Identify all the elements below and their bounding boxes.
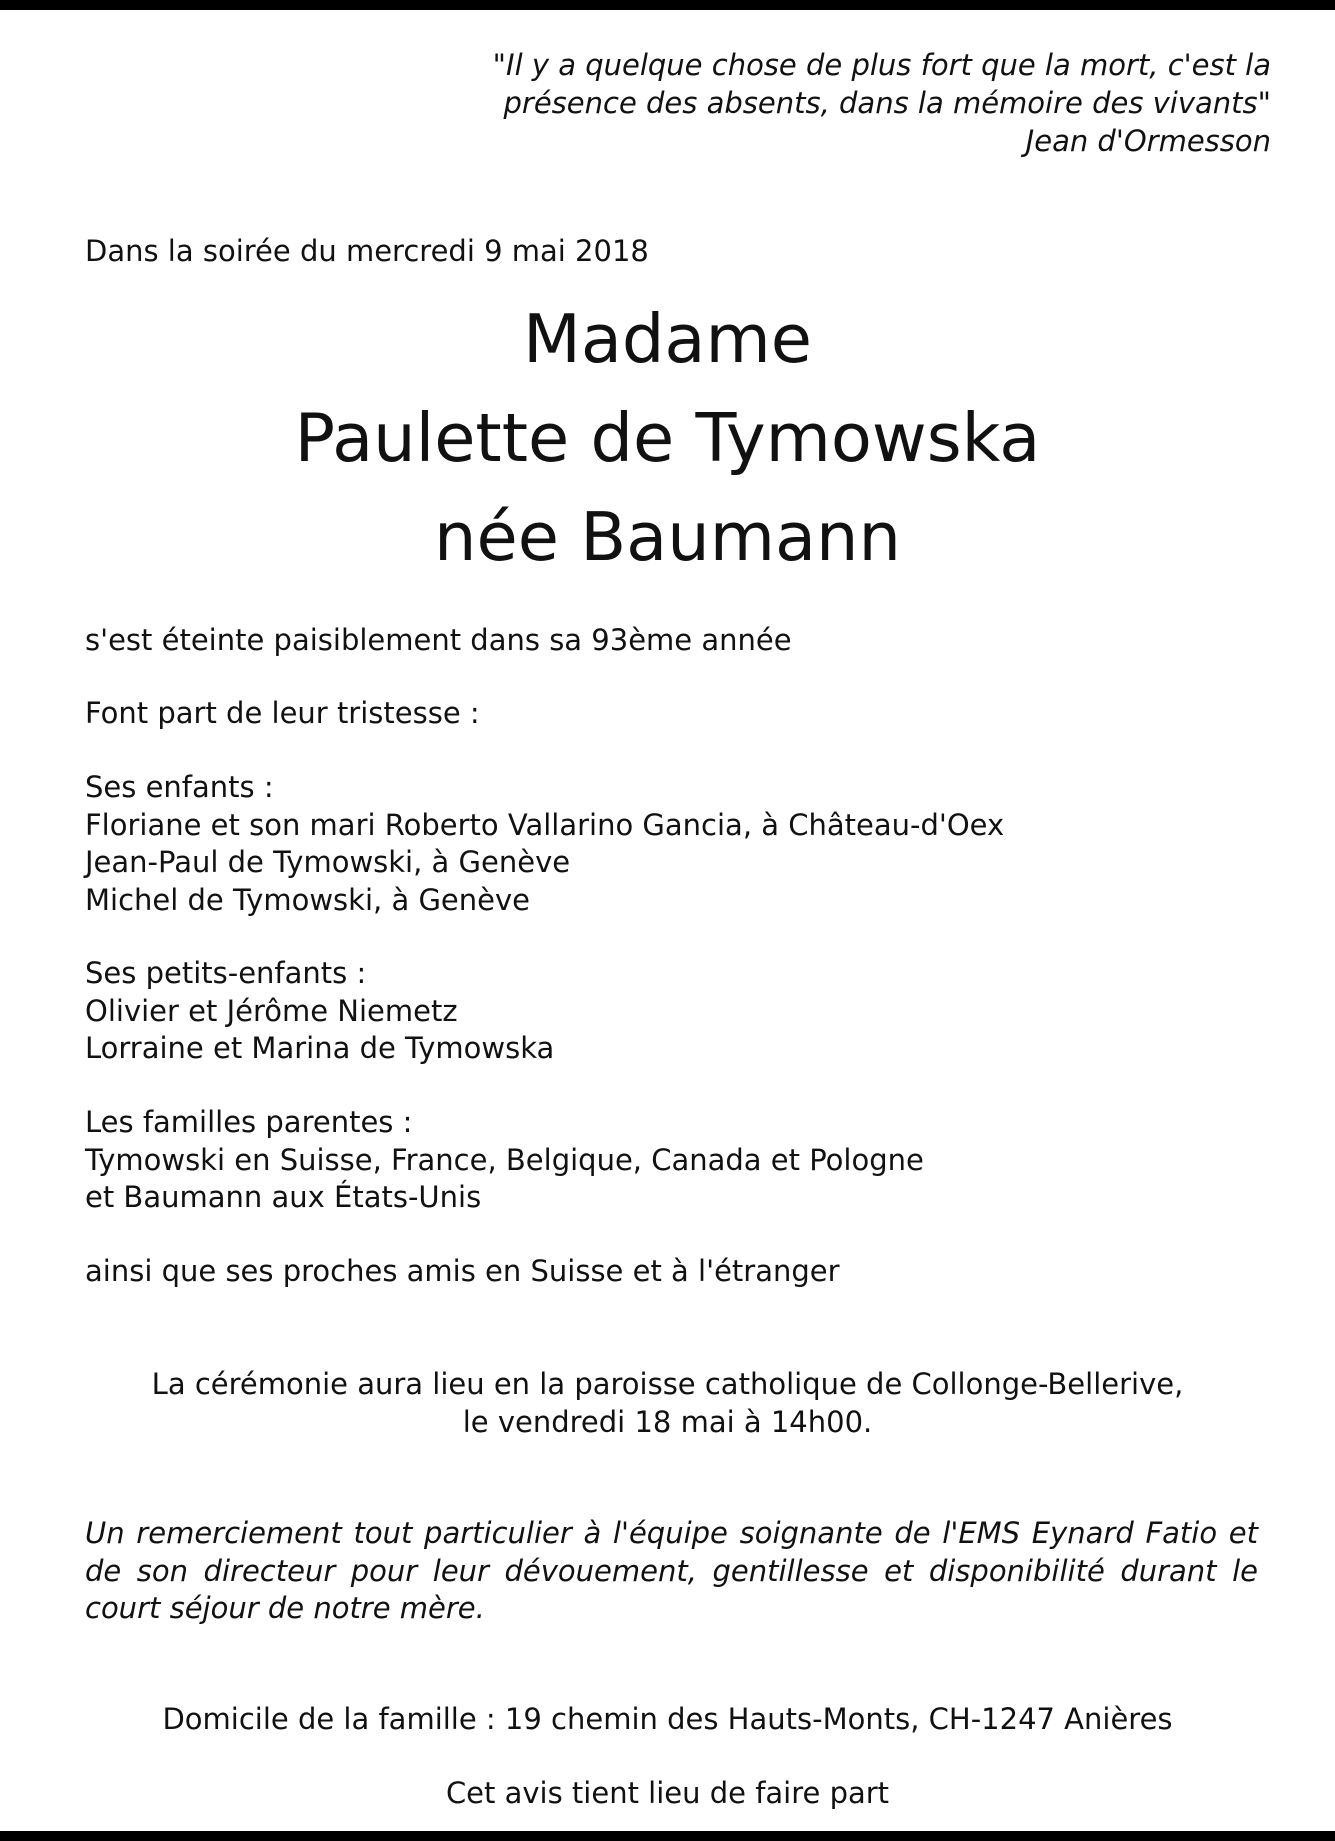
quote-line: présence des absents, dans la mémoire des vivants"	[503, 86, 1271, 120]
deceased-title: Madame	[523, 300, 812, 378]
child-entry: Jean-Paul de Tymowski, à Genève	[85, 845, 571, 879]
grandchildren-heading: Ses petits-enfants :	[85, 956, 367, 990]
deceased-birth-name: née Baumann	[434, 498, 901, 576]
passing-statement: s'est éteinte paisiblement dans sa 93ème année	[85, 623, 792, 657]
relatives-entry: Tymowski en Suisse, France, Belgique, Canada et Pologne	[85, 1142, 924, 1177]
epigraph-quote	[371, 46, 1271, 160]
child-entry: Michel de Tymowski, à Genève	[85, 882, 530, 917]
bottom-border-rule	[0, 1831, 1335, 1841]
ceremony-details	[0, 1366, 1335, 1441]
deceased-name: Paulette de Tymowska	[294, 399, 1041, 477]
relatives-section	[85, 1104, 924, 1217]
relatives-heading: Les familles parentes :	[85, 1105, 413, 1139]
top-border-rule	[0, 0, 1335, 10]
ceremony-line: le vendredi 18 mai à 14h00.	[462, 1404, 873, 1439]
date-intro: Dans la soirée du mercredi 9 mai 2018	[85, 234, 649, 268]
notice-line: Cet avis tient lieu de faire part	[445, 1776, 890, 1810]
friends-line: ainsi que ses proches amis en Suisse et à l'étranger	[85, 1254, 840, 1288]
quote-line: "Il y a quelque chose de plus fort que la mort, c'est la	[492, 48, 1271, 82]
grandchild-entry: Lorraine et Marina de Tymowska	[85, 1031, 555, 1065]
thanks-paragraph: Un remerciement tout particulier à l'équipe soignante de l'EMS Eynard Fatio et de son directeur pour leur dévouement, gentillesse et disponibilité durant le court séjour de notre mère.	[85, 1516, 1258, 1625]
deceased-name-block	[0, 290, 1335, 587]
relatives-entry: et Baumann aux États-Unis	[85, 1180, 482, 1214]
children-section	[85, 769, 1004, 919]
children-heading: Ses enfants :	[85, 770, 274, 804]
ceremony-line: La cérémonie aura lieu en la paroisse catholique de Collonge-Bellerive,	[151, 1367, 1184, 1401]
sorrow-intro: Font part de leur tristesse :	[85, 696, 480, 730]
grandchildren-section	[85, 955, 554, 1068]
grandchild-entry: Olivier et Jérôme Niemetz	[85, 993, 458, 1028]
child-entry: Floriane et son mari Roberto Vallarino Gancia, à Château-d'Oex	[85, 807, 1005, 842]
family-domicile: Domicile de la famille : 19 chemin des Hauts-Monts, CH-1247 Anières	[162, 1702, 1173, 1736]
quote-author: Jean d'Ormesson	[1025, 124, 1271, 158]
